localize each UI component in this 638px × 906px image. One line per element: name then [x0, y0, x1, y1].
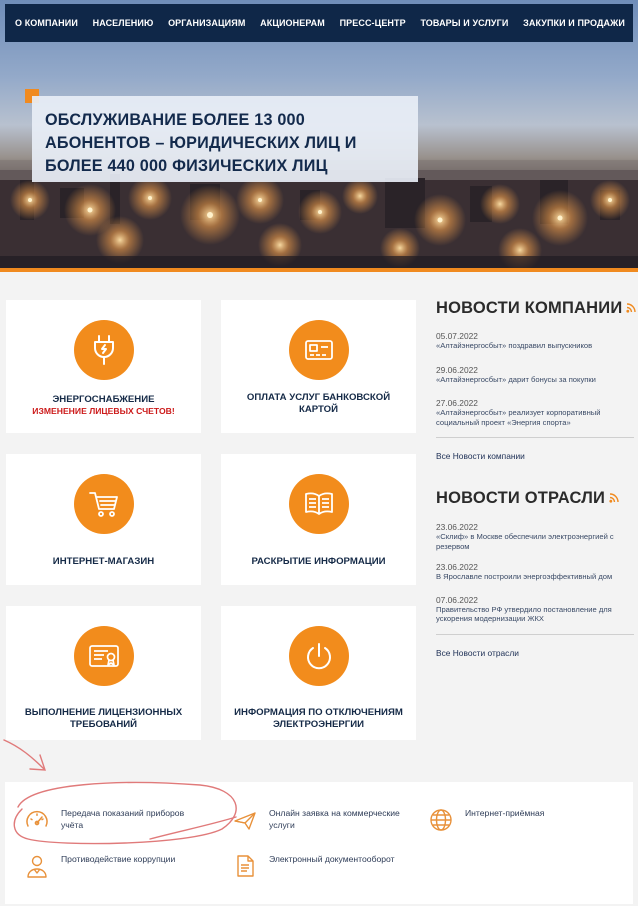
news-date: 07.06.2022 [436, 594, 478, 605]
news-headline[interactable]: «Алтайэнергосбыт» поздравил выпускников [436, 341, 593, 350]
nav-item-goods[interactable]: ТОВАРЫ И УСЛУГИ [420, 18, 509, 28]
news-company [436, 299, 634, 461]
tile-outages[interactable] [221, 606, 416, 740]
globe-icon [427, 806, 455, 834]
tile-label [221, 392, 416, 416]
gauge-icon [23, 806, 51, 834]
link-label: Противодействие коррупции [61, 854, 176, 864]
news-title-text[interactable]: НОВОСТИ ОТРАСЛИ [436, 489, 606, 507]
rss-icon[interactable] [626, 299, 636, 318]
tile-label-line: ТРЕБОВАНИЙ [69, 719, 138, 730]
divider [436, 634, 634, 635]
hero-headline-line: БОЛЕЕ 440 000 ФИЗИЧЕСКИХ ЛИЦ [45, 157, 328, 175]
news-date: 23.06.2022 [436, 562, 478, 572]
link-label-line: Передача показаний приборов [61, 808, 185, 818]
main-nav [5, 4, 633, 42]
tile-label: РАСКРЫТИЕ ИНФОРМАЦИИ [251, 556, 386, 567]
tile-label [221, 707, 416, 731]
paper-plane-icon [231, 806, 259, 834]
link-label [61, 807, 184, 831]
link-online-request[interactable] [231, 806, 400, 834]
news-section-title [436, 299, 634, 318]
link-meter-readings[interactable] [23, 806, 184, 834]
link-label: Электронный документооборот [269, 854, 395, 864]
news-section-title [436, 489, 634, 508]
link-anticorruption[interactable] [23, 852, 175, 880]
news-item[interactable] [436, 398, 634, 427]
tile-label-line: ЭЛЕКТРОЭНЕРГИИ [272, 719, 365, 730]
tile-label: ЭНЕРГОСНАБЖЕНИЕ [52, 394, 155, 405]
news-headline[interactable]: социальный проект «Энергия спорта» [436, 417, 571, 427]
power-icon [289, 626, 349, 686]
tile-label-line: КАРТОЙ [298, 404, 339, 415]
document-icon [231, 852, 259, 880]
link-label [269, 807, 400, 831]
news-item[interactable] [436, 331, 634, 351]
news-headline[interactable]: Правительство РФ утвердило постановление для [436, 604, 612, 614]
link-label-line: Онлайн заявка на коммерческие [269, 808, 400, 818]
tile-disclosure[interactable] [221, 454, 416, 585]
person-icon [23, 852, 51, 880]
tile-label [6, 707, 201, 731]
hero-headline-line: ОБСЛУЖИВАНИЕ БОЛЕЕ 13 000 [45, 111, 305, 129]
news-item[interactable] [436, 522, 634, 551]
rss-icon[interactable] [609, 489, 619, 508]
news-headline[interactable]: ускорения модернизации ЖКХ [436, 614, 544, 623]
all-industry-news-link[interactable]: Все Новости отрасли [436, 647, 519, 658]
link-edo[interactable] [231, 852, 395, 880]
news-item[interactable] [436, 595, 634, 624]
certificate-icon [74, 626, 134, 686]
news-headline[interactable]: резервом [436, 541, 470, 551]
news-industry [436, 489, 634, 658]
tile-label: ИНТЕРНЕТ-МАГАЗИН [52, 556, 155, 567]
tile-label-line: ОПЛАТА УСЛУГ БАНКОВСКОЙ [246, 392, 391, 403]
nav-item-press[interactable]: ПРЕСС-ЦЕНТР [339, 18, 406, 28]
open-book-icon [289, 474, 349, 534]
tile-label-line: ИНФОРМАЦИЯ ПО ОТКЛЮЧЕНИЯМ [234, 707, 403, 718]
nav-item-procurement[interactable]: ЗАКУПКИ И ПРОДАЖИ [523, 18, 625, 28]
news-item[interactable] [436, 562, 634, 582]
news-title-text[interactable]: НОВОСТИ КОМПАНИИ [436, 299, 623, 317]
nav-item-shareholders[interactable]: АКЦИОНЕРАМ [260, 18, 325, 28]
news-date: 05.07.2022 [436, 331, 478, 341]
link-label-line: учёта [61, 820, 84, 830]
tile-alert-link[interactable]: ИЗМЕНЕНИЕ ЛИЦЕВЫХ СЧЕТОВ! [32, 406, 175, 416]
link-label: Интернет-приёмная [465, 808, 545, 818]
all-company-news-link[interactable]: Все Новости компании [436, 451, 525, 461]
cart-icon [74, 474, 134, 534]
quick-links-panel [5, 782, 633, 904]
news-date: 23.06.2022 [436, 522, 478, 532]
link-internet-reception[interactable] [427, 806, 544, 834]
tile-power-supply[interactable] [6, 300, 201, 433]
tile-label-line: ВЫПОЛНЕНИЕ ЛИЦЕНЗИОННЫХ [24, 707, 183, 718]
divider [436, 437, 634, 438]
link-label-line: услуги [269, 820, 295, 830]
nav-item-population[interactable]: НАСЕЛЕНИЮ [92, 18, 154, 28]
hero-headline-line: АБОНЕНТОВ – ЮРИДИЧЕСКИХ ЛИЦ И [45, 134, 357, 152]
plug-icon [74, 320, 134, 380]
news-headline[interactable]: «Алтайэнергосбыт» реализует корпоративный [436, 408, 601, 417]
news-date: 29.06.2022 [436, 364, 478, 375]
tile-card-payment[interactable] [221, 300, 416, 433]
news-item[interactable] [436, 365, 634, 385]
news-headline[interactable]: В Ярославле построили энергоэффективный дом [436, 572, 613, 581]
news-date: 27.06.2022 [436, 398, 478, 408]
news-headline[interactable]: «Алтайэнергосбыт» дарит бонусы за покупки [436, 374, 596, 384]
news-headline[interactable]: «Склиф» в Москве обеспечили электроэнергией с [436, 532, 614, 541]
nav-item-about[interactable]: О КОМПАНИИ [15, 18, 78, 28]
bank-card-icon [289, 320, 349, 380]
tile-online-shop[interactable] [6, 454, 201, 585]
nav-item-organizations[interactable]: ОРГАНИЗАЦИЯМ [168, 18, 246, 28]
tile-license[interactable] [6, 606, 201, 740]
hero-headline-box [32, 96, 418, 182]
